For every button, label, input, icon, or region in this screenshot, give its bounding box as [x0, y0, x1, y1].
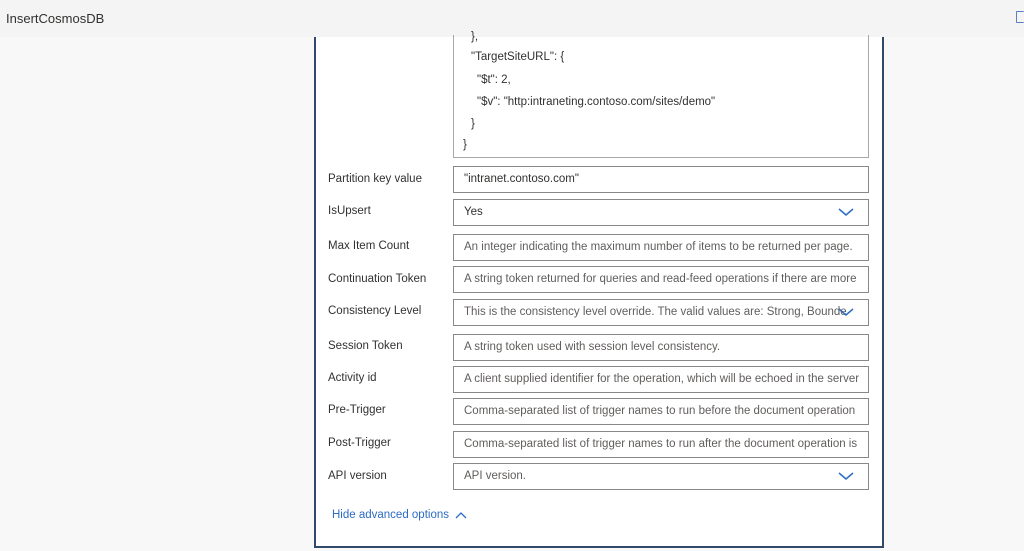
- chevron-down-icon: [838, 304, 854, 320]
- is-upsert-dropdown[interactable]: [453, 199, 869, 226]
- is-upsert-value: Yes: [464, 206, 483, 218]
- chevron-up-icon: [455, 511, 467, 519]
- post-trigger-placeholder: Comma-separated list of trigger names to run after the document operation is: [464, 438, 858, 450]
- save-icon[interactable]: [1016, 11, 1024, 23]
- json-line: }: [471, 118, 475, 130]
- api-version-label: API version: [328, 470, 387, 482]
- json-line: },: [471, 31, 479, 43]
- api-version-dropdown[interactable]: [453, 463, 869, 490]
- consistency-level-dropdown[interactable]: [453, 299, 869, 326]
- hide-advanced-options-link[interactable]: [332, 509, 467, 521]
- session-token-label: Session Token: [328, 340, 403, 352]
- session-token-input[interactable]: [453, 334, 869, 361]
- chevron-down-icon: [838, 204, 854, 220]
- continuation-token-input[interactable]: [453, 266, 869, 293]
- post-trigger-input[interactable]: [453, 431, 869, 458]
- activity-id-label: Activity id: [328, 372, 377, 384]
- post-trigger-label: Post-Trigger: [328, 437, 391, 449]
- is-upsert-label: IsUpsert: [328, 205, 371, 217]
- pre-trigger-label: Pre-Trigger: [328, 404, 386, 416]
- session-token-placeholder: A string token used with session level consistency.: [464, 341, 721, 353]
- json-line: }: [463, 139, 467, 151]
- consistency-level-label: Consistency Level: [328, 305, 422, 317]
- continuation-token-placeholder: A string token returned for queries and read-feed operations if there are more: [464, 273, 857, 285]
- action-card: [314, 31, 884, 548]
- max-item-count-label: Max Item Count: [328, 240, 410, 252]
- activity-id-placeholder: A client supplied identifier for the operation, which will be echoed in the server: [464, 373, 860, 385]
- json-line: "TargetSiteURL": {: [471, 51, 565, 63]
- max-item-count-placeholder: An integer indicating the maximum number of items to be returned per page.: [464, 241, 853, 253]
- api-version-placeholder: API version.: [464, 470, 526, 482]
- partition-key-input[interactable]: [453, 166, 869, 193]
- max-item-count-input[interactable]: [453, 234, 869, 261]
- pre-trigger-placeholder: Comma-separated list of trigger names to run before the document operation: [464, 405, 856, 417]
- consistency-level-placeholder: This is the consistency level override. The valid values are: Strong, Bounde: [464, 306, 847, 318]
- partition-key-label: Partition key value: [328, 173, 422, 185]
- json-line: "$v": "http:intraneting.contoso.com/sites/demo": [477, 96, 716, 108]
- continuation-token-label: Continuation Token: [328, 273, 427, 285]
- hide-advanced-options-label: Hide advanced options: [332, 509, 449, 521]
- pre-trigger-input[interactable]: [453, 398, 869, 425]
- chevron-down-icon: [838, 468, 854, 484]
- json-line: "$t": 2,: [477, 74, 511, 86]
- partition-key-value: "intranet.contoso.com": [464, 173, 579, 185]
- title-bar: [0, 0, 1024, 37]
- json-editor[interactable]: [453, 31, 869, 158]
- page-title: InsertCosmosDB: [6, 11, 105, 26]
- activity-id-input[interactable]: [453, 366, 869, 393]
